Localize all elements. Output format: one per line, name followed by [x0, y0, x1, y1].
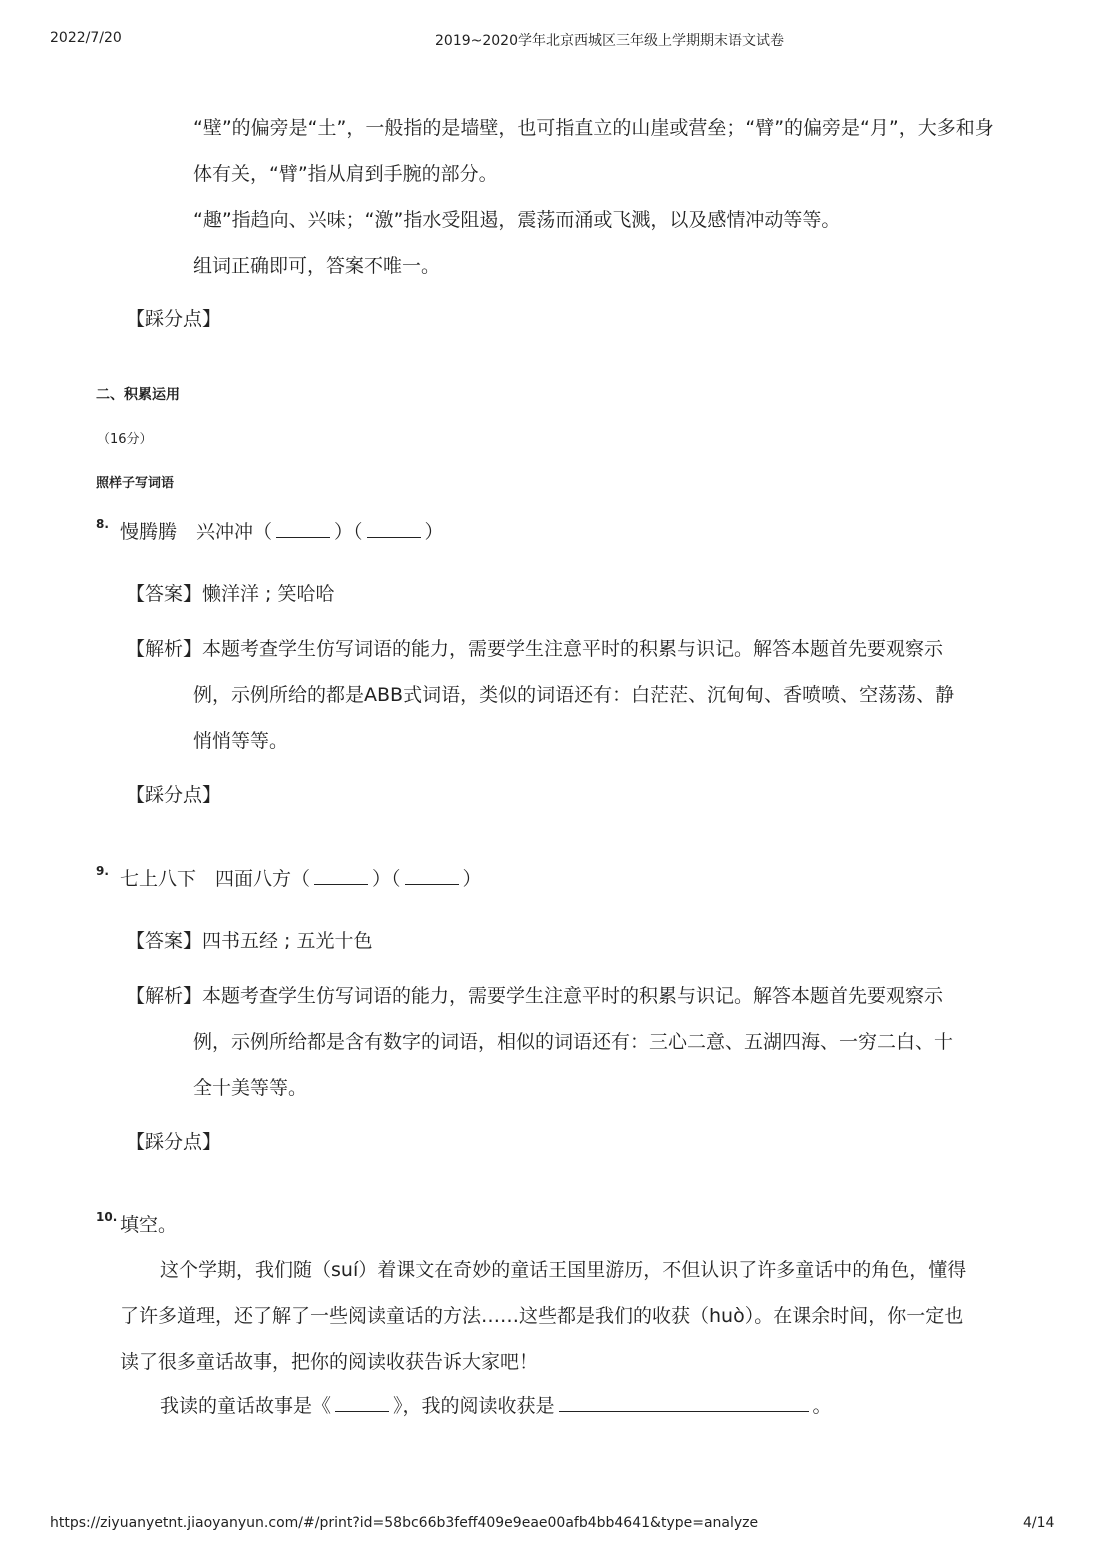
fill-harvest-prefix: 》，我的阅读收获是 — [393, 1395, 555, 1417]
question-9-bracket-mid: ）（ — [372, 868, 401, 890]
question-8-number: 8. — [96, 517, 109, 531]
question-8-stem — [120, 520, 444, 544]
prev-analysis-line-4: 组词正确即可，答案不唯一。 — [193, 255, 441, 277]
page-url: https://ziyuanyetnt.jiaoyanyun.com/#/print?id=58bc66b3feff409e9eae00afb4bb4641&type=analyze — [50, 1515, 759, 1531]
page-number: 4/14 — [1023, 1515, 1055, 1531]
question-9-number: 9. — [96, 864, 109, 878]
question-9-stem — [120, 867, 482, 891]
print-date: 2022/7/20 — [50, 30, 122, 46]
question-9-answer — [126, 929, 373, 953]
question-9-analysis-line-2: 例，示例所给都是含有数字的词语，相似的词语还有：三心二意、五湖四海、一穷二白、十 — [193, 1031, 954, 1053]
question-8-answer — [126, 582, 335, 606]
section-points: （16分） — [97, 432, 153, 447]
question-8-words: 慢腾腾 兴冲冲（ — [120, 521, 273, 543]
question-10-fill-line — [160, 1394, 832, 1418]
document-title: 2019~2020学年北京西城区三年级上学期期末语文试卷 — [435, 33, 784, 49]
question-9-analysis — [126, 984, 943, 1008]
question-10-paragraph-line-3: 读了很多童话故事，把你的阅读收获告诉大家吧！ — [120, 1351, 539, 1373]
question-10-paragraph-line-1: 这个学期，我们随（suí）着课文在奇妙的童话王国里游历，不但认识了许多童话中的角色，懂得 — [160, 1259, 967, 1281]
story-title-blank[interactable] — [335, 1395, 389, 1412]
question-8-bracket-mid: ）（ — [334, 521, 363, 543]
question-8-analysis-line-2: 例，示例所给的都是ABB式词语，类似的词语还有：白茫茫、沉甸甸、香喷喷、空荡荡、静 — [193, 684, 955, 706]
answer-value: 懒洋洋 ; 笑哈哈 — [202, 583, 335, 605]
prev-analysis-line-2: 体有关，“臂”指从肩到手腕的部分。 — [193, 163, 498, 185]
answer-value: 四书五经 ; 五光十色 — [202, 930, 373, 952]
prev-analysis-line-3: “趣”指趋向、兴味；“激”指水受阻遏，震荡而涌或飞溅，以及感情冲动等等。 — [193, 209, 841, 231]
question-9-words: 七上八下 四面八方（ — [120, 868, 311, 890]
question-10-title: 填空。 — [120, 1214, 178, 1236]
section-title: 二、积累运用 — [96, 387, 180, 403]
analysis-line-1: 本题考查学生仿写词语的能力，需要学生注意平时的积累与识记。解答本题首先要观察示 — [202, 638, 944, 660]
prev-analysis-line-1: “壁”的偏旁是“土”，一般指的是墙壁，也可指直立的山崖或营垒；“臂”的偏旁是“月”，大多和身 — [193, 117, 994, 139]
question-8-analysis — [126, 637, 943, 661]
fill-story-prefix: 我读的童话故事是《 — [160, 1395, 332, 1417]
fill-end: 。 — [812, 1395, 832, 1417]
question-8-blank-2[interactable] — [367, 521, 421, 538]
prev-score-point: 【踩分点】 — [126, 308, 222, 330]
analysis-line-1: 本题考查学生仿写词语的能力，需要学生注意平时的积累与识记。解答本题首先要观察示 — [202, 985, 944, 1007]
question-10-paragraph-line-2: 了许多道理，还了解了一些阅读童话的方法……这些都是我们的收获（huò）。在课余时间，你一定也 — [120, 1305, 964, 1327]
reading-harvest-blank[interactable] — [559, 1395, 809, 1412]
analysis-label: 【解析】 — [126, 638, 203, 660]
section-subtitle: 照样子写词语 — [96, 476, 175, 491]
question-8-blank-1[interactable] — [276, 521, 330, 538]
question-9-blank-2[interactable] — [405, 868, 459, 885]
question-8-bracket-end: ） — [424, 521, 444, 543]
answer-label: 【答案】 — [126, 583, 203, 605]
question-9-bracket-end: ） — [462, 868, 482, 890]
question-8-score-point: 【踩分点】 — [126, 784, 222, 806]
question-9-score-point: 【踩分点】 — [126, 1131, 222, 1153]
answer-label: 【答案】 — [126, 930, 203, 952]
question-9-blank-1[interactable] — [314, 868, 368, 885]
question-10-number: 10. — [96, 1210, 118, 1224]
question-8-analysis-line-3: 悄悄等等。 — [193, 730, 289, 752]
analysis-label: 【解析】 — [126, 985, 203, 1007]
question-9-analysis-line-3: 全十美等等。 — [193, 1077, 308, 1099]
